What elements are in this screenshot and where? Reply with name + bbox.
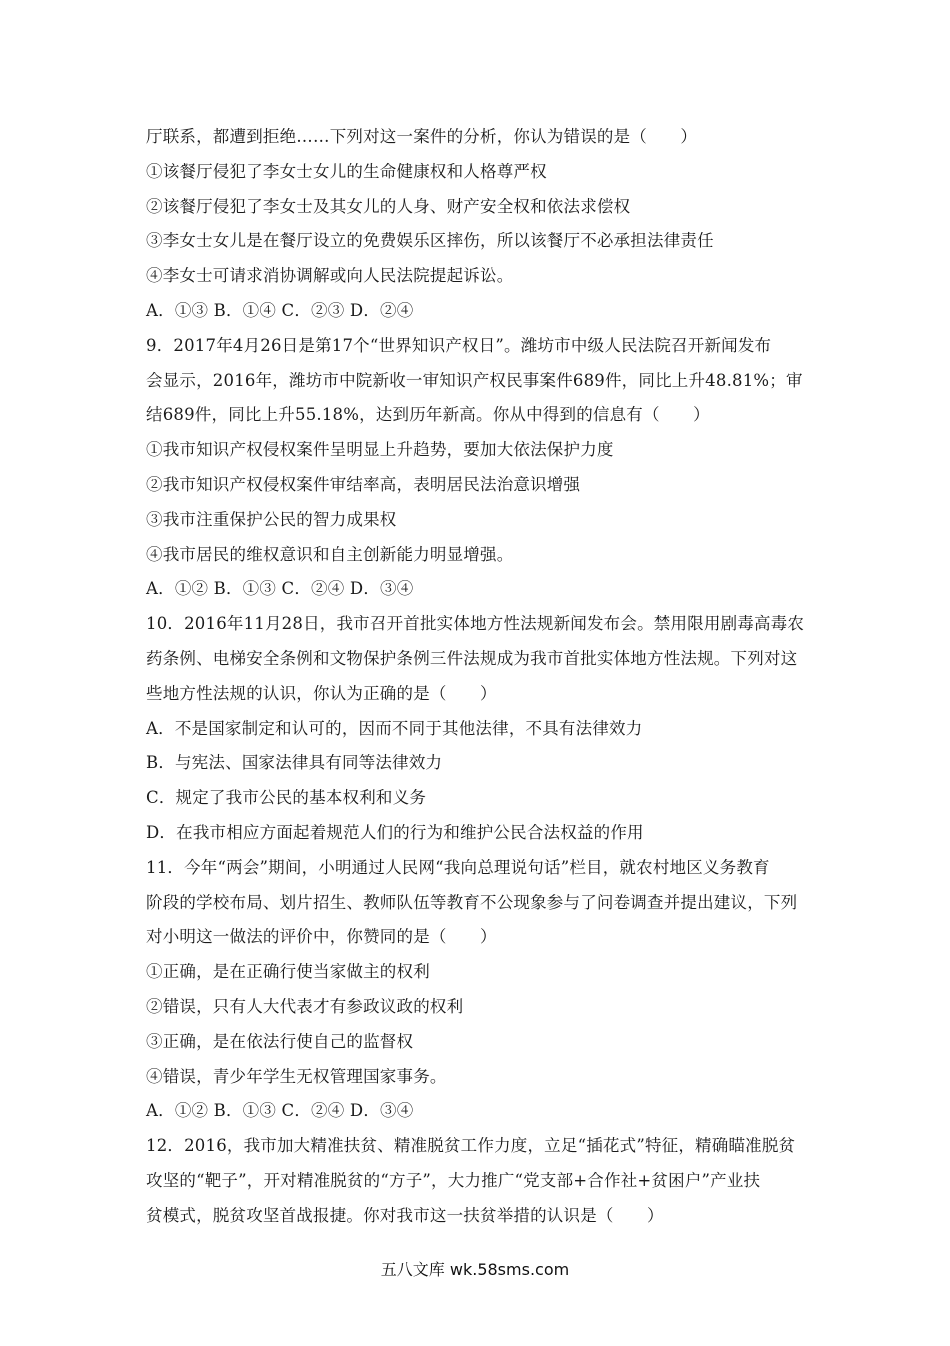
question-11 xyxy=(146,851,826,1129)
statement-3: ③我市注重保护公民的智力成果权 xyxy=(146,509,397,529)
statement-2: ②我市知识产权侵权案件审结率高，表明居民法治意识增强 xyxy=(146,474,581,494)
statement-1: ①正确，是在正确行使当家做主的权利 xyxy=(146,962,430,982)
option-a: A．不是国家制定和认可的，因而不同于其他法律，不具有法律效力 xyxy=(146,718,643,738)
question-stem-line: 12．2016，我市加大精准扶贫、精准脱贫工作力度，立足“插花式”特征，精确瞄准脱贫 xyxy=(146,1136,796,1156)
question-stem-line: 10．2016年11月28日，我市召开首批实体地方性法规新闻发布会。禁用限用剧毒高毒农 xyxy=(146,614,805,634)
question-stem-line: 阶段的学校布局、划片招生、教师队伍等教育不公现象参与了问卷调查并提出建议，下列 xyxy=(146,892,798,912)
question-stem: 厅联系，都遭到拒绝……下列对这一案件的分析，你认为错误的是（ ） xyxy=(146,127,698,146)
question-stem-line: 9．2017年4月26日是第17个“世界知识产权日”。潍坊市中级人民法院召开新闻发布 xyxy=(146,335,772,355)
question-9 xyxy=(146,329,826,607)
statement-1: ①该餐厅侵犯了李女士女儿的生命健康权和人格尊严权 xyxy=(146,161,547,181)
statement-4: ④李女士可请求消协调解或向人民法院提起诉讼。 xyxy=(146,266,514,286)
statement-4: ④错误，青少年学生无权管理国家事务。 xyxy=(146,1066,447,1086)
question-stem-line: 会显示，2016年，潍坊市中院新收一审知识产权民事案件689件，同比上升48.81%；审 xyxy=(146,370,803,390)
question-10 xyxy=(146,607,826,851)
option-b: B．与宪法、国家法律具有同等法律效力 xyxy=(146,753,443,773)
statement-3: ③正确，是在依法行使自己的监督权 xyxy=(146,1031,414,1051)
statement-3: ③李女士女儿是在餐厅设立的免费娱乐区摔伤，所以该餐厅不必承担法律责任 xyxy=(146,231,714,251)
question-stem-line: 些地方性法规的认识，你认为正确的是（ ） xyxy=(146,683,497,703)
question-stem-line: 攻坚的“靶子”，开对精准脱贫的“方子”，大力推广“党支部+合作社+贫困户”产业扶 xyxy=(146,1170,761,1190)
answer-options: A．①③ B．①④ C．②③ D．②④ xyxy=(146,300,414,320)
question-stem-line: 结689件，同比上升55.18%，达到历年新高。你从中得到的信息有（ ） xyxy=(146,405,710,425)
question-body xyxy=(146,120,826,1234)
answer-options: A．①② B．①③ C．②④ D．③④ xyxy=(146,1101,414,1121)
page-footer: 五八文库 wk.58sms.com xyxy=(380,1260,570,1279)
answer-options: A．①② B．①③ C．②④ D．③④ xyxy=(146,579,414,599)
question-stem-line: 11．今年“两会”期间，小明通过人民网“我向总理说句话”栏目，就农村地区义务教育 xyxy=(146,857,770,877)
question-stem-line: 对小明这一做法的评价中，你赞同的是（ ） xyxy=(146,927,497,947)
question-12 xyxy=(146,1129,826,1233)
question-stem-line: 贫模式，脱贫攻坚首战报捷。你对我市这一扶贫举措的认识是（ ） xyxy=(146,1205,664,1225)
statement-2: ②该餐厅侵犯了李女士及其女儿的人身、财产安全权和依法求偿权 xyxy=(146,196,631,216)
statement-1: ①我市知识产权侵权案件呈明显上升趋势，要加大依法保护力度 xyxy=(146,440,614,460)
statement-2: ②错误，只有人大代表才有参政议政的权利 xyxy=(146,996,464,1016)
question-stem-line: 药条例、电梯安全条例和文物保护条例三件法规成为我市首批实体地方性法规。下列对这 xyxy=(146,648,798,668)
option-c: C．规定了我市公民的基本权利和义务 xyxy=(146,788,427,808)
option-d: D．在我市相应方面起着规范人们的行为和维护公民合法权益的作用 xyxy=(146,822,644,842)
statement-4: ④我市居民的维权意识和自主创新能力明显增强。 xyxy=(146,544,514,564)
question-8-tail xyxy=(146,120,826,329)
